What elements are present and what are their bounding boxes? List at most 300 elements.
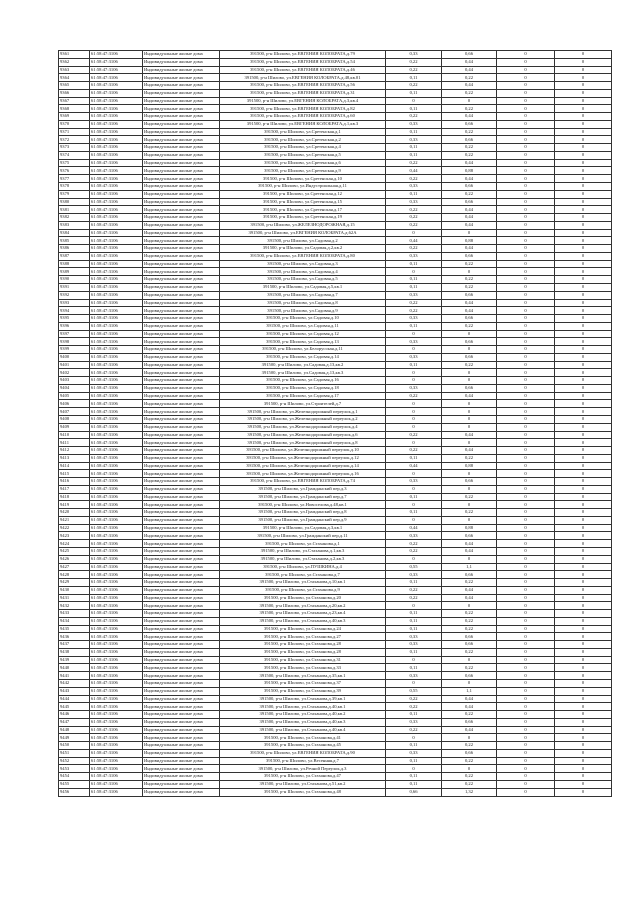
value-cell-4: 0 xyxy=(555,346,612,354)
row-number-cell: 9448 xyxy=(59,726,90,734)
value-cell-3: 0 xyxy=(497,408,555,416)
value-cell-4: 0 xyxy=(555,594,612,602)
address-cell: 391500, р-н Шилово, ул.Садовая,д.16 xyxy=(220,377,386,385)
table-row xyxy=(59,687,612,695)
cadastral-number-cell: 61:58:47:3106 xyxy=(90,128,143,136)
object-type-cell: Индивидуальные жилые дома xyxy=(143,555,220,563)
value-cell-2: 0,66 xyxy=(442,51,497,59)
value-cell-2: 0,66 xyxy=(442,384,497,392)
object-type-cell: Индивидуальные жилые дома xyxy=(143,749,220,757)
address-cell: 391500, р-н Шилово, ул.ЕВГЕНИЯ КОЛОБРАТА,д.1,кв.3 xyxy=(220,120,386,128)
value-cell-2: 0 xyxy=(442,680,497,688)
address-cell: 391500, р-н Шилово, ул.Стаханова,д.31 xyxy=(220,656,386,664)
object-type-cell: Индивидуальные жилые дома xyxy=(143,190,220,198)
value-cell-3: 0 xyxy=(497,493,555,501)
value-cell-4: 0 xyxy=(555,361,612,369)
row-number-cell: 9417 xyxy=(59,485,90,493)
value-cell-1: 0,33 xyxy=(386,315,442,323)
row-number-cell: 9444 xyxy=(59,695,90,703)
value-cell-3: 0 xyxy=(497,788,555,796)
value-cell-2: 0,66 xyxy=(442,136,497,144)
address-cell: 391500, р-н Шилово, ул.Стаханова,д.1 xyxy=(220,540,386,548)
table-row xyxy=(59,206,612,214)
value-cell-1: 0 xyxy=(386,423,442,431)
address-cell: 391500, р-н Шилово, ул.Сретенская,д.12 xyxy=(220,190,386,198)
address-cell: 391500, р-н Шилово, ул.Стаханова,д.40,кв.3 xyxy=(220,718,386,726)
value-cell-2: 0,44 xyxy=(442,594,497,602)
value-cell-4: 0 xyxy=(555,540,612,548)
value-cell-2: 0,66 xyxy=(442,641,497,649)
value-cell-3: 0 xyxy=(497,625,555,633)
value-cell-3: 0 xyxy=(497,105,555,113)
row-number-cell: 9393 xyxy=(59,299,90,307)
value-cell-1: 0 xyxy=(386,680,442,688)
value-cell-4: 0 xyxy=(555,415,612,423)
address-cell: 391500, р-н Шилово, ул.Стаханова,д.35,кв.1 xyxy=(220,672,386,680)
cadastral-number-cell: 61:58:47:3106 xyxy=(90,571,143,579)
value-cell-4: 0 xyxy=(555,66,612,74)
value-cell-3: 0 xyxy=(497,128,555,136)
cadastral-number-cell: 61:58:47:3106 xyxy=(90,447,143,455)
value-cell-4: 0 xyxy=(555,322,612,330)
address-cell: 391500, р-н Шилово, ул.Стаханова,д.2,кв.3 xyxy=(220,555,386,563)
address-cell: 391500, р-н Шилово, ул.Сретенская,д.9 xyxy=(220,167,386,175)
row-number-cell: 9379 xyxy=(59,190,90,198)
address-cell: 391500, р-н Шилово, ул.Железнодорожный переулок,д.12 xyxy=(220,454,386,462)
table-row xyxy=(59,718,612,726)
row-number-cell: 9406 xyxy=(59,400,90,408)
value-cell-1: 0,33 xyxy=(386,252,442,260)
value-cell-2: 0,22 xyxy=(442,276,497,284)
table-row xyxy=(59,113,612,121)
value-cell-3: 0 xyxy=(497,672,555,680)
table-row xyxy=(59,198,612,206)
table-row xyxy=(59,190,612,198)
value-cell-2: 0,66 xyxy=(442,571,497,579)
object-type-cell: Индивидуальные жилые дома xyxy=(143,338,220,346)
object-type-cell: Индивидуальные жилые дома xyxy=(143,734,220,742)
row-number-cell: 9369 xyxy=(59,113,90,121)
value-cell-1: 0,22 xyxy=(386,431,442,439)
row-number-cell: 9402 xyxy=(59,369,90,377)
table-row xyxy=(59,400,612,408)
value-cell-1: 0,11 xyxy=(386,742,442,750)
value-cell-1: 0 xyxy=(386,485,442,493)
object-type-cell: Индивидуальные жилые дома xyxy=(143,175,220,183)
value-cell-2: 1,1 xyxy=(442,563,497,571)
value-cell-3: 0 xyxy=(497,283,555,291)
cadastral-number-cell: 61:58:47:3106 xyxy=(90,773,143,781)
row-number-cell: 9388 xyxy=(59,260,90,268)
row-number-cell: 9413 xyxy=(59,454,90,462)
cadastral-number-cell: 61:58:47:3106 xyxy=(90,237,143,245)
value-cell-1: 0,44 xyxy=(386,237,442,245)
value-cell-3: 0 xyxy=(497,183,555,191)
value-cell-1: 0,33 xyxy=(386,120,442,128)
value-cell-1: 0 xyxy=(386,377,442,385)
value-cell-2: 0 xyxy=(442,470,497,478)
address-cell: 391500, р-н Шилово, ул.Сретенская,д.1 xyxy=(220,128,386,136)
object-type-cell: Индивидуальные жилые дома xyxy=(143,633,220,641)
object-type-cell: Индивидуальные жилые дома xyxy=(143,656,220,664)
value-cell-2: 0,66 xyxy=(442,532,497,540)
value-cell-3: 0 xyxy=(497,307,555,315)
value-cell-1: 0,11 xyxy=(386,190,442,198)
row-number-cell: 9367 xyxy=(59,97,90,105)
value-cell-2: 1,32 xyxy=(442,788,497,796)
object-type-cell: Индивидуальные жилые дома xyxy=(143,726,220,734)
value-cell-4: 0 xyxy=(555,680,612,688)
row-number-cell: 9361 xyxy=(59,51,90,59)
value-cell-1: 0,44 xyxy=(386,167,442,175)
row-number-cell: 9362 xyxy=(59,58,90,66)
value-cell-2: 0 xyxy=(442,516,497,524)
value-cell-3: 0 xyxy=(497,718,555,726)
value-cell-4: 0 xyxy=(555,454,612,462)
object-type-cell: Индивидуальные жилые дома xyxy=(143,648,220,656)
cadastral-number-cell: 61:58:47:3106 xyxy=(90,307,143,315)
value-cell-2: 0,22 xyxy=(442,89,497,97)
row-number-cell: 9439 xyxy=(59,656,90,664)
value-cell-1: 0,33 xyxy=(386,633,442,641)
value-cell-4: 0 xyxy=(555,105,612,113)
cadastral-number-cell: 61:58:47:3106 xyxy=(90,610,143,618)
cadastral-number-cell: 61:58:47:3106 xyxy=(90,780,143,788)
object-type-cell: Индивидуальные жилые дома xyxy=(143,602,220,610)
value-cell-1: 0 xyxy=(386,330,442,338)
object-type-cell: Индивидуальные жилые дома xyxy=(143,113,220,121)
cadastral-number-cell: 61:58:47:3106 xyxy=(90,462,143,470)
address-cell: 391500, р-н Шилово, ул.Сретенская,д.5 xyxy=(220,151,386,159)
object-type-cell: Индивидуальные жилые дома xyxy=(143,159,220,167)
value-cell-3: 0 xyxy=(497,687,555,695)
address-cell: 391500, р-н Шилово, ул.Сретенская,д.15 xyxy=(220,198,386,206)
object-type-cell: Индивидуальные жилые дома xyxy=(143,151,220,159)
value-cell-1: 0,33 xyxy=(386,641,442,649)
table-row xyxy=(59,485,612,493)
value-cell-4: 0 xyxy=(555,338,612,346)
value-cell-1: 0,55 xyxy=(386,563,442,571)
table-row xyxy=(59,74,612,82)
object-type-cell: Индивидуальные жилые дома xyxy=(143,299,220,307)
cadastral-number-cell: 61:58:47:3106 xyxy=(90,245,143,253)
row-number-cell: 9391 xyxy=(59,283,90,291)
cadastral-number-cell: 61:58:47:3106 xyxy=(90,664,143,672)
object-type-cell: Индивидуальные жилые дома xyxy=(143,167,220,175)
object-type-cell: Индивидуальные жилые дома xyxy=(143,680,220,688)
value-cell-1: 0,11 xyxy=(386,361,442,369)
value-cell-3: 0 xyxy=(497,633,555,641)
table-row xyxy=(59,563,612,571)
address-cell: 391500, р-н Шилово, ул.Стаханова,д.40,кв.3 xyxy=(220,617,386,625)
table-row xyxy=(59,82,612,90)
address-cell: 391500, р-н Шилово, ул.Садовая,д.4 xyxy=(220,268,386,276)
cadastral-number-cell: 61:58:47:3106 xyxy=(90,788,143,796)
value-cell-3: 0 xyxy=(497,586,555,594)
value-cell-4: 0 xyxy=(555,283,612,291)
object-type-cell: Индивидуальные жилые дома xyxy=(143,485,220,493)
value-cell-4: 0 xyxy=(555,625,612,633)
address-cell: 391500, р-н Шилово, ул.Садовая,д.3,кв.1 xyxy=(220,524,386,532)
address-cell: 391500, р-н Шилово, ул.Садовая,д.17 xyxy=(220,392,386,400)
value-cell-1: 0,33 xyxy=(386,718,442,726)
object-type-cell: Индивидуальные жилые дома xyxy=(143,283,220,291)
value-cell-1: 0,11 xyxy=(386,89,442,97)
value-cell-3: 0 xyxy=(497,66,555,74)
object-type-cell: Индивидуальные жилые дома xyxy=(143,773,220,781)
object-type-cell: Индивидуальные жилые дома xyxy=(143,276,220,284)
value-cell-4: 0 xyxy=(555,788,612,796)
address-cell: 391500, р-н Шилово, ул.Новоселова,д.48,кв.1 xyxy=(220,501,386,509)
cadastral-number-cell: 61:58:47:3106 xyxy=(90,89,143,97)
row-number-cell: 9453 xyxy=(59,765,90,773)
cadastral-number-cell: 61:58:47:3106 xyxy=(90,633,143,641)
address-cell: 391500, р-н Шилово, ул.Сретенская,д.19 xyxy=(220,214,386,222)
value-cell-3: 0 xyxy=(497,423,555,431)
cadastral-number-cell: 61:58:47:3106 xyxy=(90,74,143,82)
cadastral-number-cell: 61:58:47:3106 xyxy=(90,369,143,377)
value-cell-3: 0 xyxy=(497,680,555,688)
row-number-cell: 9451 xyxy=(59,749,90,757)
table-row xyxy=(59,579,612,587)
address-cell: 391500, р-н Шилово, ул.Садовая,д.13 xyxy=(220,338,386,346)
cadastral-number-cell: 61:58:47:3106 xyxy=(90,757,143,765)
value-cell-2: 0 xyxy=(442,97,497,105)
cadastral-number-cell: 61:58:47:3106 xyxy=(90,151,143,159)
cadastral-number-cell: 61:58:47:3106 xyxy=(90,400,143,408)
row-number-cell: 9415 xyxy=(59,470,90,478)
value-cell-1: 0,33 xyxy=(386,571,442,579)
cadastral-number-cell: 61:58:47:3106 xyxy=(90,58,143,66)
address-cell: 391500, р-н Шилово, ул.ЖЕЛЕЗНОДОРОЖНАЯ,д.15 xyxy=(220,221,386,229)
value-cell-3: 0 xyxy=(497,447,555,455)
value-cell-2: 0 xyxy=(442,408,497,416)
value-cell-1: 0 xyxy=(386,369,442,377)
value-cell-3: 0 xyxy=(497,74,555,82)
address-cell: 391500, р-н Шилово, ул.ЕВГЕНИЯ КОЛОБРАТА,д.31 xyxy=(220,89,386,97)
cadastral-number-cell: 61:58:47:3106 xyxy=(90,540,143,548)
value-cell-4: 0 xyxy=(555,252,612,260)
table-row xyxy=(59,742,612,750)
row-number-cell: 9423 xyxy=(59,532,90,540)
cadastral-number-cell: 61:58:47:3106 xyxy=(90,563,143,571)
value-cell-2: 0,44 xyxy=(442,66,497,74)
value-cell-4: 0 xyxy=(555,175,612,183)
row-number-cell: 9407 xyxy=(59,408,90,416)
value-cell-3: 0 xyxy=(497,571,555,579)
row-number-cell: 9447 xyxy=(59,718,90,726)
value-cell-1: 0,11 xyxy=(386,105,442,113)
value-cell-4: 0 xyxy=(555,532,612,540)
object-type-cell: Индивидуальные жилые дома xyxy=(143,105,220,113)
value-cell-1: 0,22 xyxy=(386,447,442,455)
address-cell: 391500, р-н Шилово, ул.Садовая,д.13,кв.2 xyxy=(220,361,386,369)
address-cell: 391500, р-н Шилово, ул.Гражданский пер,д.7 xyxy=(220,493,386,501)
object-type-cell: Индивидуальные жилые дома xyxy=(143,330,220,338)
value-cell-3: 0 xyxy=(497,548,555,556)
row-number-cell: 9440 xyxy=(59,664,90,672)
row-number-cell: 9363 xyxy=(59,66,90,74)
value-cell-3: 0 xyxy=(497,97,555,105)
value-cell-2: 0,22 xyxy=(442,648,497,656)
address-cell: 391500, р-н Шилово, ул.Садовая,д.5,кв.1 xyxy=(220,283,386,291)
value-cell-2: 0,66 xyxy=(442,478,497,486)
table-row xyxy=(59,361,612,369)
table-row xyxy=(59,509,612,517)
value-cell-2: 0 xyxy=(442,602,497,610)
table-row xyxy=(59,307,612,315)
address-cell: 391500, р-н Шилово, ул.Железнодорожный переулок,д.4 xyxy=(220,423,386,431)
value-cell-2: 0,22 xyxy=(442,617,497,625)
address-cell: 391500, р-н Шилово, ул.Стаханова,д.51,кв.2 xyxy=(220,780,386,788)
object-type-cell: Индивидуальные жилые дома xyxy=(143,718,220,726)
value-cell-4: 0 xyxy=(555,718,612,726)
value-cell-2: 0,44 xyxy=(442,703,497,711)
cadastral-number-cell: 61:58:47:3106 xyxy=(90,672,143,680)
table-row xyxy=(59,571,612,579)
address-cell: 391500, р-н Шилово, ул.Сретенская,д.6 xyxy=(220,159,386,167)
table-row xyxy=(59,594,612,602)
address-cell: 391500, р-н Шилово, ул.Стаханова,д.47 xyxy=(220,773,386,781)
value-cell-3: 0 xyxy=(497,136,555,144)
value-cell-2: 0,22 xyxy=(442,283,497,291)
value-cell-1: 0,11 xyxy=(386,509,442,517)
row-number-cell: 9429 xyxy=(59,579,90,587)
row-number-cell: 9443 xyxy=(59,687,90,695)
row-number-cell: 9438 xyxy=(59,648,90,656)
cadastral-number-cell: 61:58:47:3106 xyxy=(90,51,143,59)
table-row xyxy=(59,501,612,509)
value-cell-1: 0,33 xyxy=(386,532,442,540)
value-cell-4: 0 xyxy=(555,571,612,579)
address-cell: 391500, р-н Шилово, ул.Садовая,д.11 xyxy=(220,322,386,330)
value-cell-2: 0 xyxy=(442,229,497,237)
value-cell-4: 0 xyxy=(555,664,612,672)
address-cell: 391500, р-н Шилово, ул.Стаханова,д.24 xyxy=(220,625,386,633)
object-type-cell: Индивидуальные жилые дома xyxy=(143,431,220,439)
row-number-cell: 9410 xyxy=(59,431,90,439)
value-cell-2: 0,44 xyxy=(442,726,497,734)
value-cell-3: 0 xyxy=(497,353,555,361)
table-row xyxy=(59,524,612,532)
value-cell-1: 0,11 xyxy=(386,493,442,501)
object-type-cell: Индивидуальные жилые дома xyxy=(143,625,220,633)
row-number-cell: 9418 xyxy=(59,493,90,501)
cadastral-number-cell: 61:58:47:3106 xyxy=(90,586,143,594)
object-type-cell: Индивидуальные жилые дома xyxy=(143,765,220,773)
value-cell-4: 0 xyxy=(555,478,612,486)
table-row xyxy=(59,408,612,416)
object-type-cell: Индивидуальные жилые дома xyxy=(143,97,220,105)
value-cell-1: 0,22 xyxy=(386,726,442,734)
table-row xyxy=(59,315,612,323)
row-number-cell: 9370 xyxy=(59,120,90,128)
value-cell-3: 0 xyxy=(497,454,555,462)
row-number-cell: 9425 xyxy=(59,548,90,556)
cadastral-number-cell: 61:58:47:3106 xyxy=(90,322,143,330)
row-number-cell: 9372 xyxy=(59,136,90,144)
object-type-cell: Индивидуальные жилые дома xyxy=(143,757,220,765)
value-cell-2: 0 xyxy=(442,656,497,664)
address-cell: 391500, р-н Шилово, ул.Стаханова,д.37 xyxy=(220,680,386,688)
value-cell-3: 0 xyxy=(497,392,555,400)
table-row xyxy=(59,415,612,423)
object-type-cell: Индивидуальные жилые дома xyxy=(143,291,220,299)
value-cell-3: 0 xyxy=(497,190,555,198)
address-cell: 391500, р-н Шилово, ул.Стаханова,д.1,кв.3 xyxy=(220,548,386,556)
table-row xyxy=(59,423,612,431)
value-cell-1: 0,33 xyxy=(386,478,442,486)
object-type-cell: Индивидуальные жилые дома xyxy=(143,315,220,323)
value-cell-3: 0 xyxy=(497,369,555,377)
row-number-cell: 9373 xyxy=(59,144,90,152)
object-type-cell: Индивидуальные жилые дома xyxy=(143,594,220,602)
address-cell: 391500, р-н Шилово, ул.ЕВГЕНИЯ КОЛОБРАТА,д.48,кв.01 xyxy=(220,74,386,82)
address-cell: 391500, р-н Шилово, ул.Железнодорожный переулок,д.14 xyxy=(220,462,386,470)
value-cell-1: 0,44 xyxy=(386,524,442,532)
table-row xyxy=(59,221,612,229)
object-type-cell: Индивидуальные жилые дома xyxy=(143,384,220,392)
value-cell-3: 0 xyxy=(497,82,555,90)
object-type-cell: Индивидуальные жилые дома xyxy=(143,51,220,59)
value-cell-1: 0,22 xyxy=(386,113,442,121)
row-number-cell: 9446 xyxy=(59,711,90,719)
object-type-cell: Индивидуальные жилые дома xyxy=(143,392,220,400)
value-cell-4: 0 xyxy=(555,245,612,253)
value-cell-2: 0,88 xyxy=(442,462,497,470)
value-cell-2: 0,22 xyxy=(442,128,497,136)
table-row xyxy=(59,346,612,354)
cadastral-number-cell: 61:58:47:3106 xyxy=(90,765,143,773)
table-row xyxy=(59,711,612,719)
object-type-cell: Индивидуальные жилые дома xyxy=(143,439,220,447)
object-type-cell: Индивидуальные жилые дома xyxy=(143,524,220,532)
value-cell-4: 0 xyxy=(555,144,612,152)
cadastral-number-cell: 61:58:47:3106 xyxy=(90,144,143,152)
table-row xyxy=(59,462,612,470)
value-cell-1: 0,33 xyxy=(386,198,442,206)
object-type-cell: Индивидуальные жилые дома xyxy=(143,641,220,649)
value-cell-1: 0,11 xyxy=(386,128,442,136)
cadastral-number-cell: 61:58:47:3106 xyxy=(90,509,143,517)
cadastral-number-cell: 61:58:47:3106 xyxy=(90,66,143,74)
value-cell-1: 0,11 xyxy=(386,276,442,284)
value-cell-4: 0 xyxy=(555,757,612,765)
row-number-cell: 9450 xyxy=(59,742,90,750)
value-cell-3: 0 xyxy=(497,291,555,299)
value-cell-1: 0,22 xyxy=(386,586,442,594)
value-cell-3: 0 xyxy=(497,610,555,618)
cadastral-number-cell: 61:58:47:3106 xyxy=(90,268,143,276)
address-cell: 391500, р-н Шилово, ул.ЕВГЕНИЯ КОЛОБРАТА,д.56 xyxy=(220,82,386,90)
address-cell: 391500, р-н Шилово, ул.Железнодорожный переулок,д.16 xyxy=(220,470,386,478)
row-number-cell: 9400 xyxy=(59,353,90,361)
address-cell: 391500, р-н Шилово, ул.Стаханова,д.48 xyxy=(220,788,386,796)
value-cell-4: 0 xyxy=(555,602,612,610)
value-cell-2: 0,44 xyxy=(442,392,497,400)
value-cell-4: 0 xyxy=(555,656,612,664)
value-cell-4: 0 xyxy=(555,315,612,323)
cadastral-number-cell: 61:58:47:3106 xyxy=(90,478,143,486)
value-cell-3: 0 xyxy=(497,415,555,423)
address-cell: 391500, р-н Шилово, ул.Стаханова,д.10,кв.1 xyxy=(220,579,386,587)
table-row xyxy=(59,89,612,97)
table-row xyxy=(59,151,612,159)
value-cell-1: 0,55 xyxy=(386,687,442,695)
value-cell-2: 0,66 xyxy=(442,749,497,757)
value-cell-1: 0,11 xyxy=(386,151,442,159)
address-cell: 391500, р-н Шилово, ул.Гражданский пер,д.3 xyxy=(220,485,386,493)
